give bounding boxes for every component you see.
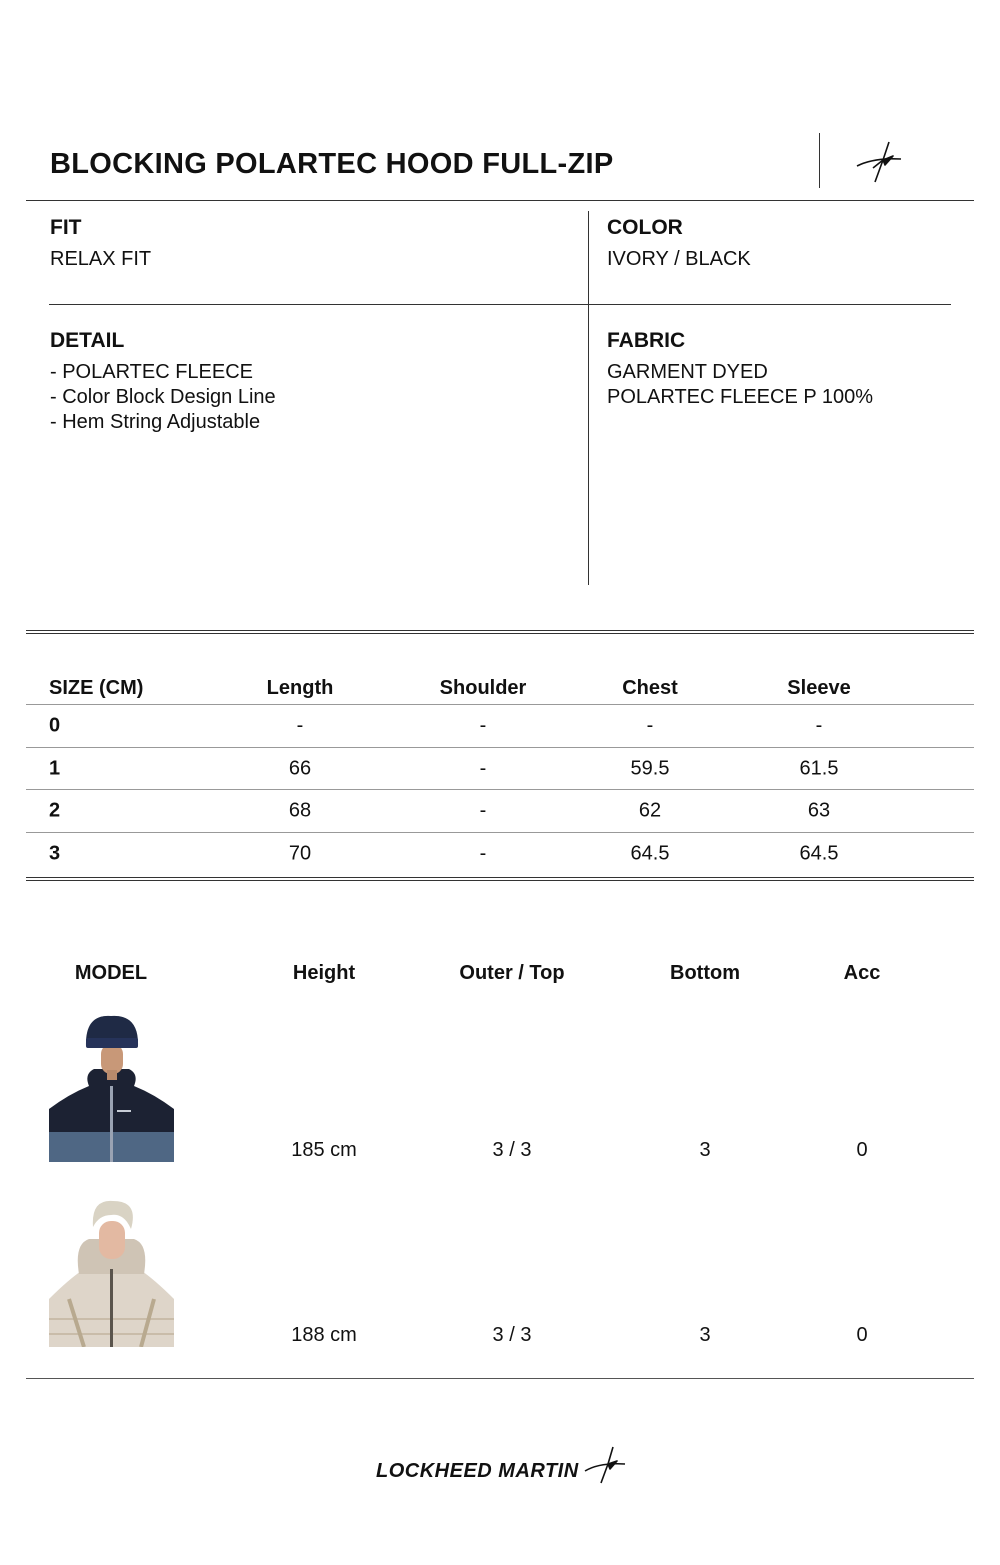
fabric-line: GARMENT DYED [607, 361, 768, 383]
shoulder-cell: - [479, 757, 487, 780]
info-row-divider [49, 304, 951, 305]
model-header-outer-top: Outer / Top [459, 962, 565, 984]
size-header-size: SIZE (CM) [49, 677, 144, 699]
info-column-divider [588, 211, 589, 585]
table-row [26, 833, 974, 876]
shoulder-cell: - [479, 799, 487, 822]
fit-value: RELAX FIT [50, 248, 152, 270]
lockheed-martin-star-icon [853, 138, 905, 184]
header-divider [819, 133, 820, 188]
chest-cell: 64.5 [630, 842, 670, 865]
lockheed-martin-star-icon [583, 1445, 627, 1485]
table-row [26, 748, 974, 791]
detail-label: DETAIL [50, 329, 125, 352]
fit-label: FIT [50, 216, 82, 239]
shoulder-cell: - [479, 842, 487, 865]
size-cell: 2 [49, 799, 61, 822]
model-header-bottom: Bottom [670, 962, 740, 984]
table-row [26, 705, 974, 748]
page-title: BLOCKING POLARTEC HOOD FULL-ZIP [50, 148, 614, 180]
size-cell: 0 [49, 714, 61, 737]
sleeve-cell: 63 [807, 799, 831, 822]
model-outer-top: 3 / 3 [492, 1324, 532, 1346]
size-header-sleeve: Sleeve [787, 677, 851, 699]
model-height: 188 cm [291, 1324, 357, 1346]
color-value: IVORY / BLACK [607, 248, 751, 270]
model-bottom: 3 [699, 1139, 711, 1161]
model-outer-top: 3 / 3 [492, 1139, 532, 1161]
color-label: COLOR [607, 216, 683, 239]
model-header-height: Height [292, 962, 356, 984]
size-table-bottom-rule [26, 877, 974, 881]
model-acc: 0 [856, 1324, 868, 1346]
header-rule [26, 200, 974, 201]
length-cell: 70 [288, 842, 312, 865]
size-header-chest: Chest [622, 677, 678, 699]
detail-line: - Hem String Adjustable [50, 411, 261, 433]
sleeve-cell: 64.5 [799, 842, 839, 865]
chest-cell: 62 [638, 799, 662, 822]
model-acc: 0 [856, 1139, 868, 1161]
footer-logo-text: LOCKHEED MARTIN [376, 1460, 579, 1482]
size-header-length: Length [266, 677, 334, 699]
model-photo [49, 1014, 174, 1162]
shoulder-cell: - [479, 714, 487, 737]
model-header-model: MODEL [74, 962, 148, 984]
model-table-bottom-rule [26, 1378, 974, 1379]
size-table-top-rule [26, 630, 974, 634]
size-header-shoulder: Shoulder [439, 677, 527, 699]
sleeve-cell: 61.5 [799, 757, 839, 780]
size-cell: 3 [49, 842, 61, 865]
size-table [26, 655, 974, 876]
model-header-acc: Acc [843, 962, 881, 984]
detail-line: - POLARTEC FLEECE [50, 361, 254, 383]
length-cell: 66 [288, 757, 312, 780]
size-table-header [26, 655, 974, 705]
size-cell: 1 [49, 757, 61, 780]
detail-line: - Color Block Design Line [50, 386, 276, 408]
length-cell: - [296, 714, 304, 737]
sleeve-cell: - [815, 714, 823, 737]
chest-cell: - [646, 714, 654, 737]
fabric-label: FABRIC [607, 329, 686, 352]
length-cell: 68 [288, 799, 312, 822]
fabric-line: POLARTEC FLEECE P 100% [607, 386, 874, 408]
detail-list [50, 360, 276, 435]
model-bottom: 3 [699, 1324, 711, 1346]
chest-cell: 59.5 [630, 757, 670, 780]
model-height: 185 cm [291, 1139, 357, 1161]
model-photo [49, 1199, 174, 1347]
fabric-list [607, 360, 873, 410]
table-row [26, 790, 974, 833]
